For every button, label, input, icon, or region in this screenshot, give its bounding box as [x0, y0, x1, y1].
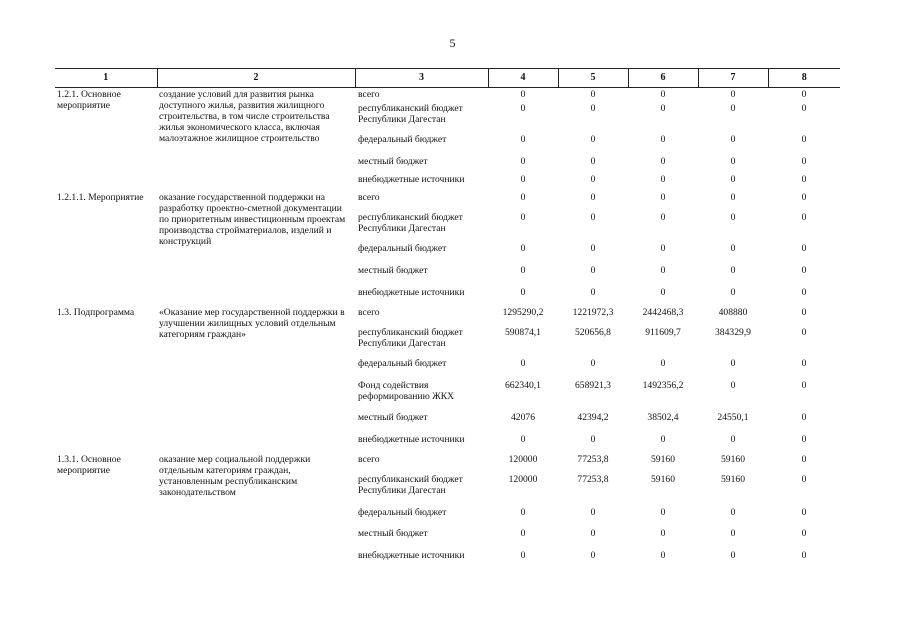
funding-source: внебюджетные источники — [358, 173, 465, 185]
funding-source: республиканский бюджет Республики Дагестан — [358, 211, 463, 234]
value-col-4: 0 — [520, 264, 526, 276]
value-col-7: 0 — [730, 506, 736, 518]
value-col-6: 0 — [660, 191, 666, 203]
item-description: оказание государственной поддержки на разработку проектно-сметной документации по приоритетным инвестиционным проектам производства стройматериалов, изделий и конструкций — [159, 191, 346, 247]
value-col-7: 0 — [730, 173, 736, 185]
table-body — [55, 88, 840, 571]
value-col-7: 0 — [730, 133, 736, 145]
value-col-6: 0 — [660, 527, 666, 539]
value-col-4: 42076 — [511, 411, 535, 423]
funding-source: федеральный бюджет — [358, 357, 447, 369]
funding-source: местный бюджет — [358, 411, 428, 423]
value-col-4: 0 — [520, 506, 526, 518]
header-col-2: 2 — [157, 69, 355, 88]
value-col-5: 0 — [590, 242, 596, 254]
item-description: создание условий для развития рынка доступного жилья, развития жилищного строительства, в том числе строительства жилья экономического класса, включая малоэтажное жилищное строительство — [159, 89, 330, 145]
table-row — [55, 191, 840, 211]
value-col-4: 0 — [520, 549, 526, 561]
budget-table — [55, 68, 840, 571]
value-col-7: 0 — [730, 211, 736, 223]
value-col-8: 0 — [801, 102, 807, 114]
value-col-6: 0 — [660, 286, 666, 298]
value-col-8: 0 — [801, 242, 807, 254]
item-code: 1.2.1.1. Мероприятие — [57, 191, 144, 203]
value-col-4: 590874,1 — [505, 326, 541, 338]
value-col-4: 0 — [520, 286, 526, 298]
value-col-7: 384329,9 — [715, 326, 751, 338]
item-description: «Оказание мер государственной поддержки в улучшении жилищных условий отдельным категориям граждан» — [159, 306, 345, 340]
value-col-8: 0 — [801, 527, 807, 539]
value-col-7: 24550,1 — [717, 411, 749, 423]
value-col-8: 0 — [801, 473, 807, 485]
value-col-5: 0 — [590, 191, 596, 203]
value-col-8: 0 — [801, 549, 807, 561]
funding-source: республиканский бюджет Республики Дагестан — [358, 473, 463, 496]
item-code: 1.3. Подпрограмма — [57, 306, 135, 318]
value-col-6: 1492356,2 — [642, 379, 684, 391]
header-col-3: 3 — [355, 69, 488, 88]
value-col-6: 59160 — [651, 453, 675, 465]
value-col-5: 0 — [590, 357, 596, 369]
value-col-4: 0 — [520, 527, 526, 539]
value-col-8: 0 — [801, 133, 807, 145]
funding-source: всего — [358, 89, 380, 100]
funding-source: федеральный бюджет — [358, 133, 447, 145]
value-col-4: 662340,1 — [505, 379, 541, 391]
value-col-6: 0 — [660, 264, 666, 276]
value-col-6: 911609,7 — [645, 326, 681, 338]
value-col-5: 0 — [590, 527, 596, 539]
header-col-7: 7 — [698, 69, 768, 88]
value-col-8: 0 — [801, 506, 807, 518]
value-col-4: 0 — [520, 191, 526, 203]
value-col-6: 0 — [660, 211, 666, 223]
value-col-4: 0 — [520, 102, 526, 114]
value-col-7: 0 — [730, 155, 736, 167]
value-col-8: 0 — [801, 155, 807, 167]
value-col-5: 0 — [590, 155, 596, 167]
value-col-6: 2442468,3 — [642, 306, 684, 318]
value-col-6: 0 — [660, 549, 666, 561]
value-col-5: 0 — [590, 102, 596, 114]
header-col-8: 8 — [768, 69, 840, 88]
value-col-5: 42394,2 — [577, 411, 609, 423]
funding-source: федеральный бюджет — [358, 506, 447, 518]
value-col-5: 0 — [590, 173, 596, 185]
value-col-5: 0 — [590, 264, 596, 276]
value-col-6: 0 — [660, 433, 666, 445]
value-col-8: 0 — [801, 191, 807, 203]
header-col-6: 6 — [628, 69, 698, 88]
value-col-4: 0 — [520, 133, 526, 145]
value-col-4: 0 — [520, 433, 526, 445]
value-col-4: 0 — [520, 211, 526, 223]
value-col-8: 0 — [801, 264, 807, 276]
header-row — [55, 69, 840, 88]
page-number: 5 — [449, 36, 456, 50]
table-row — [55, 453, 840, 473]
funding-source: внебюджетные источники — [358, 433, 465, 445]
funding-source: местный бюджет — [358, 264, 428, 276]
value-col-8: 0 — [801, 286, 807, 298]
value-col-4: 120000 — [508, 473, 538, 485]
value-col-4: 1295290,2 — [502, 306, 544, 318]
value-col-4: 0 — [520, 357, 526, 369]
value-col-6: 0 — [660, 155, 666, 167]
funding-source: внебюджетные источники — [358, 286, 465, 298]
value-col-8: 0 — [801, 411, 807, 423]
value-col-6: 0 — [660, 242, 666, 254]
value-col-4: 0 — [520, 89, 526, 100]
value-col-6: 0 — [660, 357, 666, 369]
value-col-5: 0 — [590, 433, 596, 445]
value-col-7: 0 — [730, 286, 736, 298]
funding-source: Фонд содействия реформированию ЖКХ — [358, 379, 455, 402]
value-col-4: 0 — [520, 173, 526, 185]
value-col-7: 0 — [730, 379, 736, 391]
value-col-4: 120000 — [508, 453, 538, 465]
value-col-5: 520656,8 — [575, 326, 611, 338]
value-col-6: 38502,4 — [647, 411, 679, 423]
value-col-7: 0 — [730, 191, 736, 203]
value-col-8: 0 — [801, 211, 807, 223]
value-col-4: 0 — [520, 242, 526, 254]
value-col-7: 408880 — [718, 306, 748, 318]
value-col-5: 658921,3 — [575, 379, 611, 391]
value-col-7: 0 — [730, 549, 736, 561]
value-col-7: 0 — [730, 264, 736, 276]
table-row — [55, 306, 840, 326]
value-col-7: 59160 — [721, 473, 745, 485]
value-col-6: 0 — [660, 102, 666, 114]
value-col-6: 59160 — [651, 473, 675, 485]
value-col-7: 0 — [730, 357, 736, 369]
value-col-6: 0 — [660, 173, 666, 185]
funding-source: местный бюджет — [358, 155, 428, 167]
value-col-6: 0 — [660, 89, 666, 100]
item-code: 1.3.1. Основное мероприятие — [57, 453, 121, 476]
value-col-8: 0 — [801, 173, 807, 185]
funding-source: всего — [358, 453, 380, 465]
funding-source: республиканский бюджет Республики Дагестан — [358, 326, 463, 349]
value-col-8: 0 — [801, 357, 807, 369]
value-col-7: 0 — [730, 433, 736, 445]
header-col-4: 4 — [488, 69, 558, 88]
value-col-6: 0 — [660, 133, 666, 145]
value-col-5: 1221972,3 — [572, 306, 614, 318]
value-col-8: 0 — [801, 453, 807, 465]
value-col-8: 0 — [801, 306, 807, 318]
value-col-7: 59160 — [721, 453, 745, 465]
funding-source: внебюджетные источники — [358, 549, 465, 561]
value-col-8: 0 — [801, 433, 807, 445]
funding-source: федеральный бюджет — [358, 242, 447, 254]
value-col-4: 0 — [520, 155, 526, 167]
value-col-5: 0 — [590, 89, 596, 100]
value-col-5: 0 — [590, 133, 596, 145]
value-col-6: 0 — [660, 506, 666, 518]
value-col-7: 0 — [730, 242, 736, 254]
value-col-8: 0 — [801, 89, 807, 100]
funding-source: местный бюджет — [358, 527, 428, 539]
table-row — [55, 88, 840, 102]
funding-source: всего — [358, 191, 380, 203]
value-col-5: 77253,8 — [577, 453, 609, 465]
header-col-5: 5 — [558, 69, 628, 88]
header-col-1: 1 — [55, 69, 157, 88]
item-code: 1.2.1. Основное мероприятие — [57, 89, 121, 112]
funding-source: всего — [358, 306, 380, 318]
value-col-5: 0 — [590, 211, 596, 223]
value-col-5: 0 — [590, 286, 596, 298]
value-col-7: 0 — [730, 527, 736, 539]
value-col-5: 0 — [590, 549, 596, 561]
value-col-8: 0 — [801, 379, 807, 391]
value-col-5: 0 — [590, 506, 596, 518]
value-col-7: 0 — [730, 102, 736, 114]
item-description: оказание мер социальной поддержки отдельным категориям граждан, установленным республиканским законодательством — [159, 453, 311, 498]
value-col-7: 0 — [730, 89, 736, 100]
value-col-5: 77253,8 — [577, 473, 609, 485]
funding-source: республиканский бюджет Республики Дагестан — [358, 102, 463, 125]
value-col-8: 0 — [801, 326, 807, 338]
